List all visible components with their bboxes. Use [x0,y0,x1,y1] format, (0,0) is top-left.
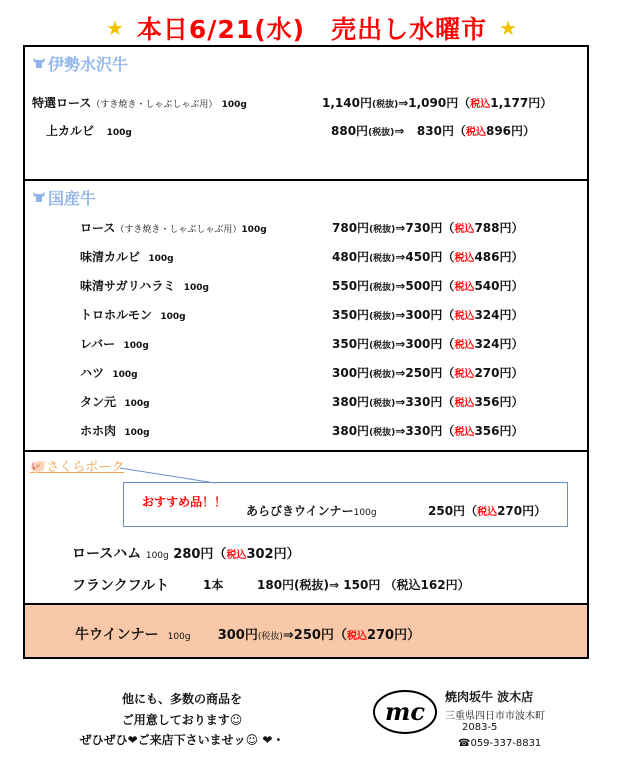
shop-phone: ☎059-337-8831 [458,738,542,749]
frank-qty: 1本 [203,578,224,592]
kokusan-title: 国産牛 [32,186,96,209]
footer-line1: 他にも、多数の商品を [121,692,242,706]
kokusan-row-1: 味清カルビ 100g [80,250,174,264]
footer-line2: ご用意しております☺ [121,713,243,727]
star-icon-right: ★ [499,16,519,40]
kokusan-price-6: 380円(税抜)⇒330円（税込356円） [332,395,524,409]
ise-row-0: 特選ロース（すき焼き・しゃぶしゃぶ用） 100g [32,96,247,110]
sakura-title: 🐖さくらポーク [30,460,125,475]
recommend-price: 250円（税込270円） [428,504,547,518]
kokusan-row-5: ハツ 100g [80,366,138,380]
pig-icon: 🐖 [30,460,47,475]
footer-line3: ぜひぜひ❤ご来店下さいませッ☺ ❤・ [79,733,285,747]
title-text: 本日6/21(水) 売出し水曜市 [136,15,488,44]
ise-row-1: 上カルビ 100g [46,124,132,138]
ise-price-0: 1,140円(税抜)⇒1,090円（税込1,177円） [322,96,553,110]
shop-logo [372,688,438,736]
kokusan-price-2: 550円(税抜)⇒500円（税込540円） [332,279,524,293]
kokusan-row-2: 味清サガリハラミ 100g [80,279,209,293]
shop-address2: 2083-5 [462,722,498,733]
kokusan-price-5: 300円(税抜)⇒250円（税込270円） [332,366,524,380]
star-icon-left: ★ [105,16,125,40]
kokusan-row-3: トロホルモン 100g [80,308,186,322]
kokusan-row-7: ホホ肉 100g [80,424,150,438]
recommend-label: おすすめ品！！ [142,495,227,509]
kokusan-price-0: 780円(税抜)⇒730円（税込788円） [332,221,524,235]
kokusan-row-4: レバー 100g [80,337,149,351]
frank-price: 180円(税抜)⇒ 150円 （税込162円） [257,578,470,592]
cow-icon [32,55,46,74]
gyu-wiener-row: 牛ウインナー 100g 300円(税抜)⇒250円（税込270円） [75,627,421,643]
roast-ham-row: ロースハム 100g 280円（税込302円） [72,546,300,562]
kokusan-row-0: ロース（すき焼き・しゃぶしゃぶ用）100g [80,221,267,235]
kokusan-price-7: 380円(税抜)⇒330円（税込356円） [332,424,524,438]
shop-name: 焼肉坂牛 波木店 [445,690,534,704]
kokusan-price-3: 350円(税抜)⇒300円（税込324円） [332,308,524,322]
kokusan-row-6: タン元 100g [80,395,150,409]
shop-address1: 三重県四日市市波木町 [445,711,545,722]
kokusan-price-1: 480円(税抜)⇒450円（税込486円） [332,250,524,264]
cow-icon [32,189,46,208]
frank-name: フランクフルト [72,578,170,594]
recommend-item: あらびきウインナー100g [246,504,377,518]
logo-text: mc [384,697,426,726]
kokusan-price-4: 350円(税抜)⇒300円（税込324円） [332,337,524,351]
ise-title: 伊勢水沢牛 [32,52,128,75]
page-title [0,10,624,46]
ise-price-1: 880円(税抜)⇒ 830円（税込896円） [331,124,536,138]
